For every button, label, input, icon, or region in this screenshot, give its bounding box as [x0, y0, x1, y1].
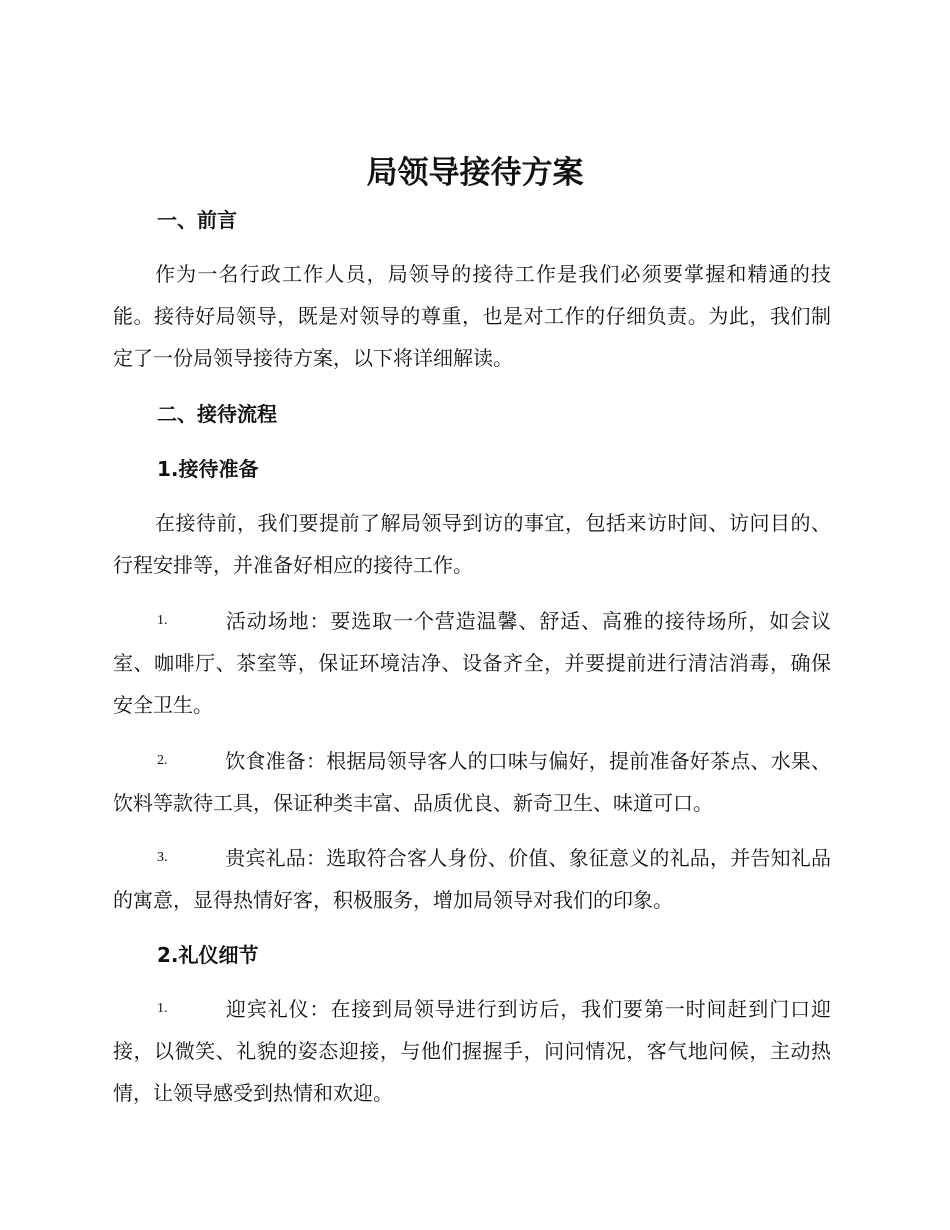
list-item-number: 1.	[157, 613, 168, 628]
list-item-food	[113, 740, 831, 824]
list-item-venue	[113, 600, 831, 726]
list-item-text: 活动场地：要选取一个营造温馨、舒适、高雅的接待场所，如会议室、咖啡厅、茶室等，保证环境洁净、设备齐全，并要提前进行清洁消毒，确保安全卫生。	[113, 609, 831, 717]
intro-paragraph: 作为一名行政工作人员，局领导的接待工作是我们必须要掌握和精通的技能。接待好局领导，既是对领导的尊重，也是对工作的仔细负责。为此，我们制定了一份局领导接待方案，以下将详细解读。	[113, 262, 831, 370]
list-item-gifts	[113, 837, 831, 921]
prep-paragraph: 在接待前，我们要提前了解局领导到访的事宜，包括来访时间、访问目的、行程安排等，并准备好相应的接待工作。	[113, 511, 831, 577]
list-item-number: 3.	[157, 850, 168, 865]
document-title: 局领导接待方案	[366, 155, 584, 191]
subsection-heading-etiquette: 2.礼仪细节	[157, 943, 259, 967]
list-item-greeting	[113, 988, 831, 1114]
list-item-number: 2.	[157, 753, 168, 768]
list-item-number: 1.	[157, 1001, 168, 1016]
section-heading-process: 二、接待流程	[157, 402, 277, 426]
list-item-text: 迎宾礼仪：在接到局领导进行到访后，我们要第一时间赶到门口迎接，以微笑、礼貌的姿态迎接，与他们握握手，问问情况，客气地问候，主动热情，让领导感受到热情和欢迎。	[113, 997, 831, 1105]
subsection-heading-prep: 1.接待准备	[157, 457, 259, 481]
section-heading-intro: 一、前言	[157, 208, 237, 232]
list-item-text: 贵宾礼品：选取符合客人身份、价值、象征意义的礼品，并告知礼品的寓意，显得热情好客，积极服务，增加局领导对我们的印象。	[113, 846, 831, 912]
list-item-text: 饮食准备：根据局领导客人的口味与偏好，提前准备好茶点、水果、饮料等款待工具，保证种类丰富、品质优良、新奇卫生、味道可口。	[113, 749, 831, 815]
